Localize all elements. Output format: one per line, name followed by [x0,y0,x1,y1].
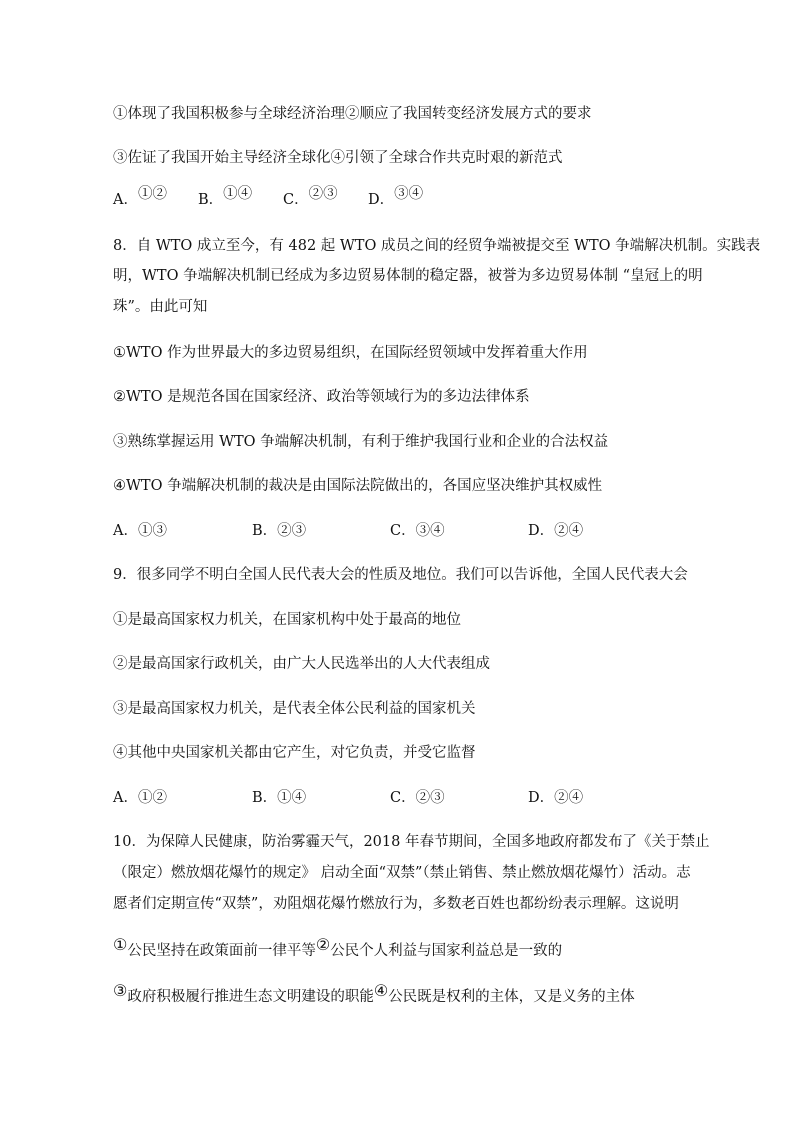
q9-choice-a: A．①② [113,790,167,806]
q7-choice-c: C．②③ [283,186,338,208]
q10-stem-line-1: 10．为保障人民健康，防治雾霾天气，2018 年春节期间，全国多地政府都发布了《关于禁止 [113,834,710,850]
q8-item-4: ④WTO 争端解决机制的裁决是由国际法院做出的，各国应坚决维护其权威性 [113,478,603,494]
q9-choice-b: B．①④ [252,790,307,806]
q10-stem-line-3: 愿者们定期宣传“双禁”，劝阻烟花爆竹燃放行为，多数老百姓也都纷纷表示理解。这说明 [113,896,679,912]
q8-choice-c: C．③④ [390,523,445,539]
q8-item-1: ①WTO 作为世界最大的多边贸易组织，在国际经贸领域中发挥着重大作用 [113,345,588,361]
q8-stem-line-1: 8．自 WTO 成立至今，有 482 起 WTO 成员之间的经贸争端被提交至 WTO 争端解决机制。实践表 [113,238,761,254]
q8-item-3: ③熟练掌握运用 WTO 争端解决机制，有利于维护我国行业和企业的合法权益 [113,434,609,450]
q9-stem: 9．很多同学不明白全国人民代表大会的性质及地位。我们可以告诉他，全国人民代表大会 [113,567,688,583]
q7-option-line-2: ③佐证了我国开始主导经济全球化④引领了全球合作共克时艰的新范式 [113,150,563,166]
q9-item-1: ①是最高国家权力机关，在国家机构中处于最高的地位 [113,612,461,628]
q7-option-line-1: ①体现了我国积极参与全球经济治理②顺应了我国转变经济发展方式的要求 [113,106,592,122]
q10-item-4-text: 公民既是权利的主体，又是义务的主体 [388,989,635,1005]
q10-item-1-marker: ① [113,935,128,954]
q8-stem-line-2: 明，WTO 争端解决机制已经成为多边贸易体制的稳定器，被誉为多边贸易体制 “皇冠上的明 [113,268,703,284]
q9-item-2: ②是最高国家行政机关，由广大人民选举出的人大代表组成 [113,656,490,672]
q8-choice-d: D．②④ [528,523,584,539]
q10-item-2-text: 公民个人利益与国家利益总是一致的 [330,943,563,959]
q10-item-4-marker: ④ [373,981,389,1000]
q8-item-2: ②WTO 是规范各国在国家经济、政治等领域行为的多边法律体系 [113,389,530,405]
q10-items-line-2 [113,981,635,1007]
q8-choice-b: B．②③ [252,523,307,539]
q9-choice-d: D．②④ [528,790,584,806]
q7-choice-b: B．①④ [198,186,253,208]
q10-items-line-1 [113,935,563,961]
q7-choice-d: D．③④ [368,186,424,208]
q7-choice-a: A．①② [113,186,167,208]
q8-stem-line-3: 珠”。由此可知 [113,299,208,315]
q8-choice-a: A．①③ [113,523,167,539]
q10-item-3-marker: ③ [113,981,128,1000]
q10-item-2-marker: ② [315,935,331,954]
q10-item-1-text: 公民坚持在政策面前一律平等 [127,943,316,959]
q9-item-4: ④其他中央国家机关都由它产生，对它负责，并受它监督 [113,745,476,761]
q9-item-3: ③是最高国家权力机关，是代表全体公民利益的国家机关 [113,701,476,717]
q10-item-3-text: 政府积极履行推进生态文明建设的职能 [127,989,374,1005]
q10-stem-line-2: （限定）燃放烟花爆竹的规定》 启动全面“双禁”（禁止销售、禁止燃放烟花爆竹）活动。志 [113,865,691,881]
q9-choice-c: C．②③ [390,790,445,806]
